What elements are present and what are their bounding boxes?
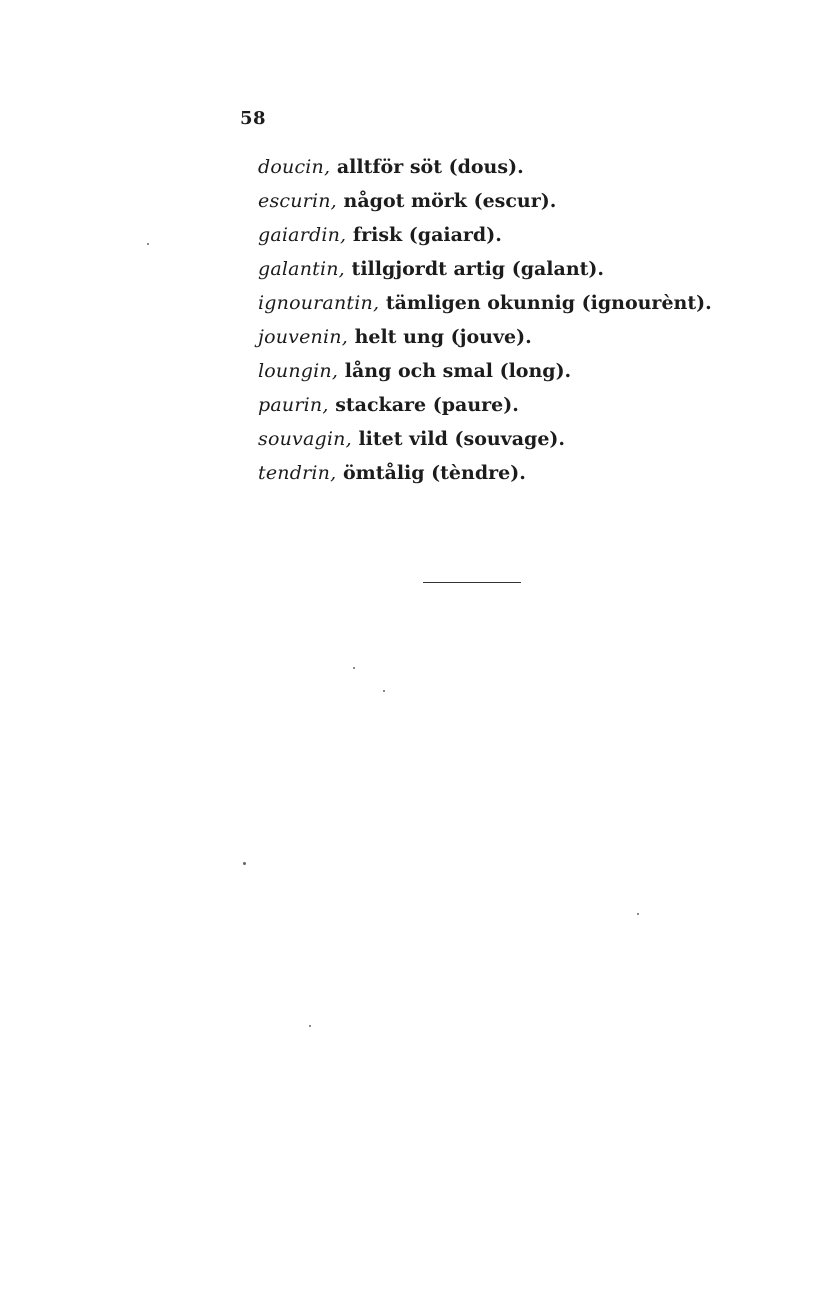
list-item [258, 388, 712, 422]
definition: litet vild (souvage). [358, 428, 566, 450]
headword: galantin, [258, 258, 345, 280]
list-item [258, 218, 712, 252]
list-item [258, 286, 712, 320]
definition: frisk (gaiard). [352, 224, 502, 246]
definition: alltför söt (dous). [336, 156, 524, 178]
definition: helt ung (jouve). [354, 326, 532, 348]
headword: doucin, [258, 156, 331, 178]
scan-speck [147, 243, 149, 245]
headword: gaiardin, [258, 224, 347, 246]
scan-speck [383, 690, 385, 692]
definition: stackare (paure). [335, 394, 519, 416]
list-item [258, 150, 712, 184]
scan-speck [309, 1025, 311, 1027]
headword: ignourantin, [258, 292, 380, 314]
list-item [258, 320, 712, 354]
scan-speck [637, 913, 639, 915]
list-item [258, 422, 712, 456]
headword: loungin, [258, 360, 339, 382]
headword: souvagin, [258, 428, 352, 450]
headword: escurin, [258, 190, 337, 212]
list-item [258, 252, 712, 286]
definition: lång och smal (long). [344, 360, 572, 382]
list-item [258, 456, 712, 490]
section-divider [423, 582, 521, 583]
headword: jouvenin, [258, 326, 348, 348]
list-item [258, 184, 712, 218]
definition: tämligen okunnig (ignourènt). [385, 292, 712, 314]
definition: något mörk (escur). [343, 190, 557, 212]
word-list [258, 150, 712, 490]
page-number: 58 [240, 108, 267, 129]
headword: paurin, [258, 394, 329, 416]
list-item [258, 354, 712, 388]
scan-speck [243, 862, 246, 865]
definition: ömtålig (tèndre). [342, 462, 526, 484]
scan-speck [353, 667, 355, 669]
headword: tendrin, [258, 462, 337, 484]
definition: tillgjordt artig (galant). [351, 258, 605, 280]
